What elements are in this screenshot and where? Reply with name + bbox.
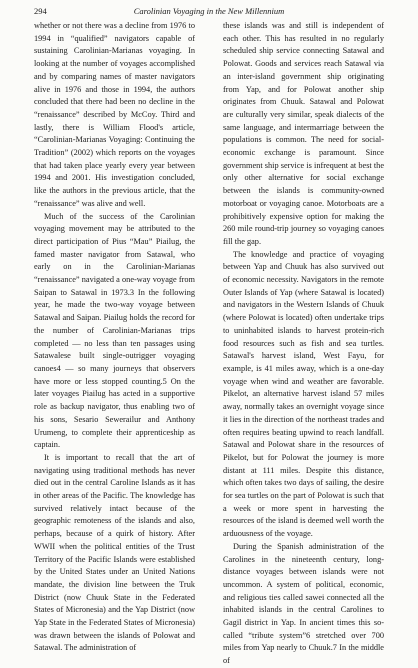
body-paragraph: whether or not there was a decline from 1976 to 1994 in “qualified” navigators capable of sustaining Carolinian-Marianas voyaging. In looking at the number of voyages accomplished and by comparing names of master navigators alive in 1976 and those in 1994, the authors concluded that there had been no decline in the “renaissance” described by McCoy. Third and lastly, there is William Flood's article, “Carolinian-Marianas Voyaging: Continuing the Tradition” (2002) which reports on the voyages that had taken place yearly every year between 1994 and 2001. His investigation concluded, like the authors in the previous article, that the “renaissance” was alive and well. — [34, 21, 195, 208]
page-number: 294 — [34, 6, 47, 16]
right-column — [223, 20, 384, 666]
left-column — [34, 20, 195, 653]
body-paragraph: Much of the success of the Carolinian voyaging movement may be attributed to the direct participation of Pius “Mau” Piailug, the famed master navigator from Satawal, who early on in the Carolinian-Marianas “renaissance” navigated a one-way voyage from Saipan to Satawal in 1973.3 In the following year, he made the two-way voyage between Satawal and Saipan. Piailug holds the record for the number of Carolinian-Marianas trips completed — no less than ten passages using Satawalese built single-outrigger voyaging canoes4 — so many journeys that observers have more or less stopped counting.5 On the later voyages Piailug has acted in a supportive role as backup navigator, thus enabling two of his sons, Sesario Sewerailur and Anthony Urumeng, to complete their apprenticeship as captain. — [34, 211, 195, 450]
body-paragraph: The knowledge and practice of voyaging between Yap and Chuuk has also survived out of economic necessity. Navigators in the remote Outer Islands of Yap (where Satawal is located) and navigators in the Western Islands of Chuuk (where Polowat is located) often undertake trips to uninhabited islands to harvest protein-rich food resources such as fish and sea turtles. Satawal's harvest island, West Fayu, for example, is 41 miles away, which is a one-day voyage when wind and weather are favorable. Pikelot, an alternative harvest island 57 miles away, normally takes an overnight voyage since it lies in the direction of the northeast trades and often requires beating upwind to reach landfall. Satawal and Polowat share in the resources of Pikelot, but for Polowat the journey is more distant at 111 miles. Despite this distance, which often takes two days of sailing, the desire for sea turtles on the part of Polowat is such that a week or more spent in harvesting the resources of the island is deemed well worth the arduousness of the voyage. — [223, 249, 384, 539]
running-title: Carolinian Voyaging in the New Millennium — [133, 6, 285, 16]
body-paragraph: It is important to recall that the art of navigating using traditional methods has never died out in the central Caroline Islands as it has in other areas of the Pacific. The knowledge has survived relatively intact because of the geographic remoteness of the islands and also, perhaps, because of a quirk of history. After WWII when the political entities of the Trust Territory of the Pacific Islands were established by the United States under an United Nations mandate, the division line between the Truk District (now Chuuk State in the Federated States of Micronesia) and the Yap District (now Yap State in the Federated States of Micronesia) was drawn between the islands of Polowat and Satawal. The administration of — [34, 452, 195, 653]
running-head — [34, 4, 384, 18]
body-paragraph: these islands was and still is independent of each other. This has resulted in no regularly scheduled ship service connecting Satawal and Polowat. Goods and services reach Satawal via an inter-island government ship originating from Yap, and for Polowat another ship originates from Chuuk. Satawal and Polowat are culturally very similar, speak dialects of the same language, and intermarriage between the populations is common. The need for social-economic exchange is paramount. Since government ship service is infrequent at best the only other alternative for social exchange between the islands is community-owned motorboat or voyaging canoe. Motorboats are a prohibitively expensive option for making the 260 mile round-trip journey so voyaging canoes fill the gap. — [223, 21, 384, 246]
body-paragraph: During the Spanish administration of the Carolines in the nineteenth century, long-distance voyages between islands were not uncommon. A system of political, economic, and religious ties called sawei connected all the inhabited islands in the central Carolines to Gagil district in Yap. In ancient times this so-called “tribute system”6 stretched over 700 miles from Yap nearly to Chuuk.7 In the middle of — [223, 541, 384, 666]
